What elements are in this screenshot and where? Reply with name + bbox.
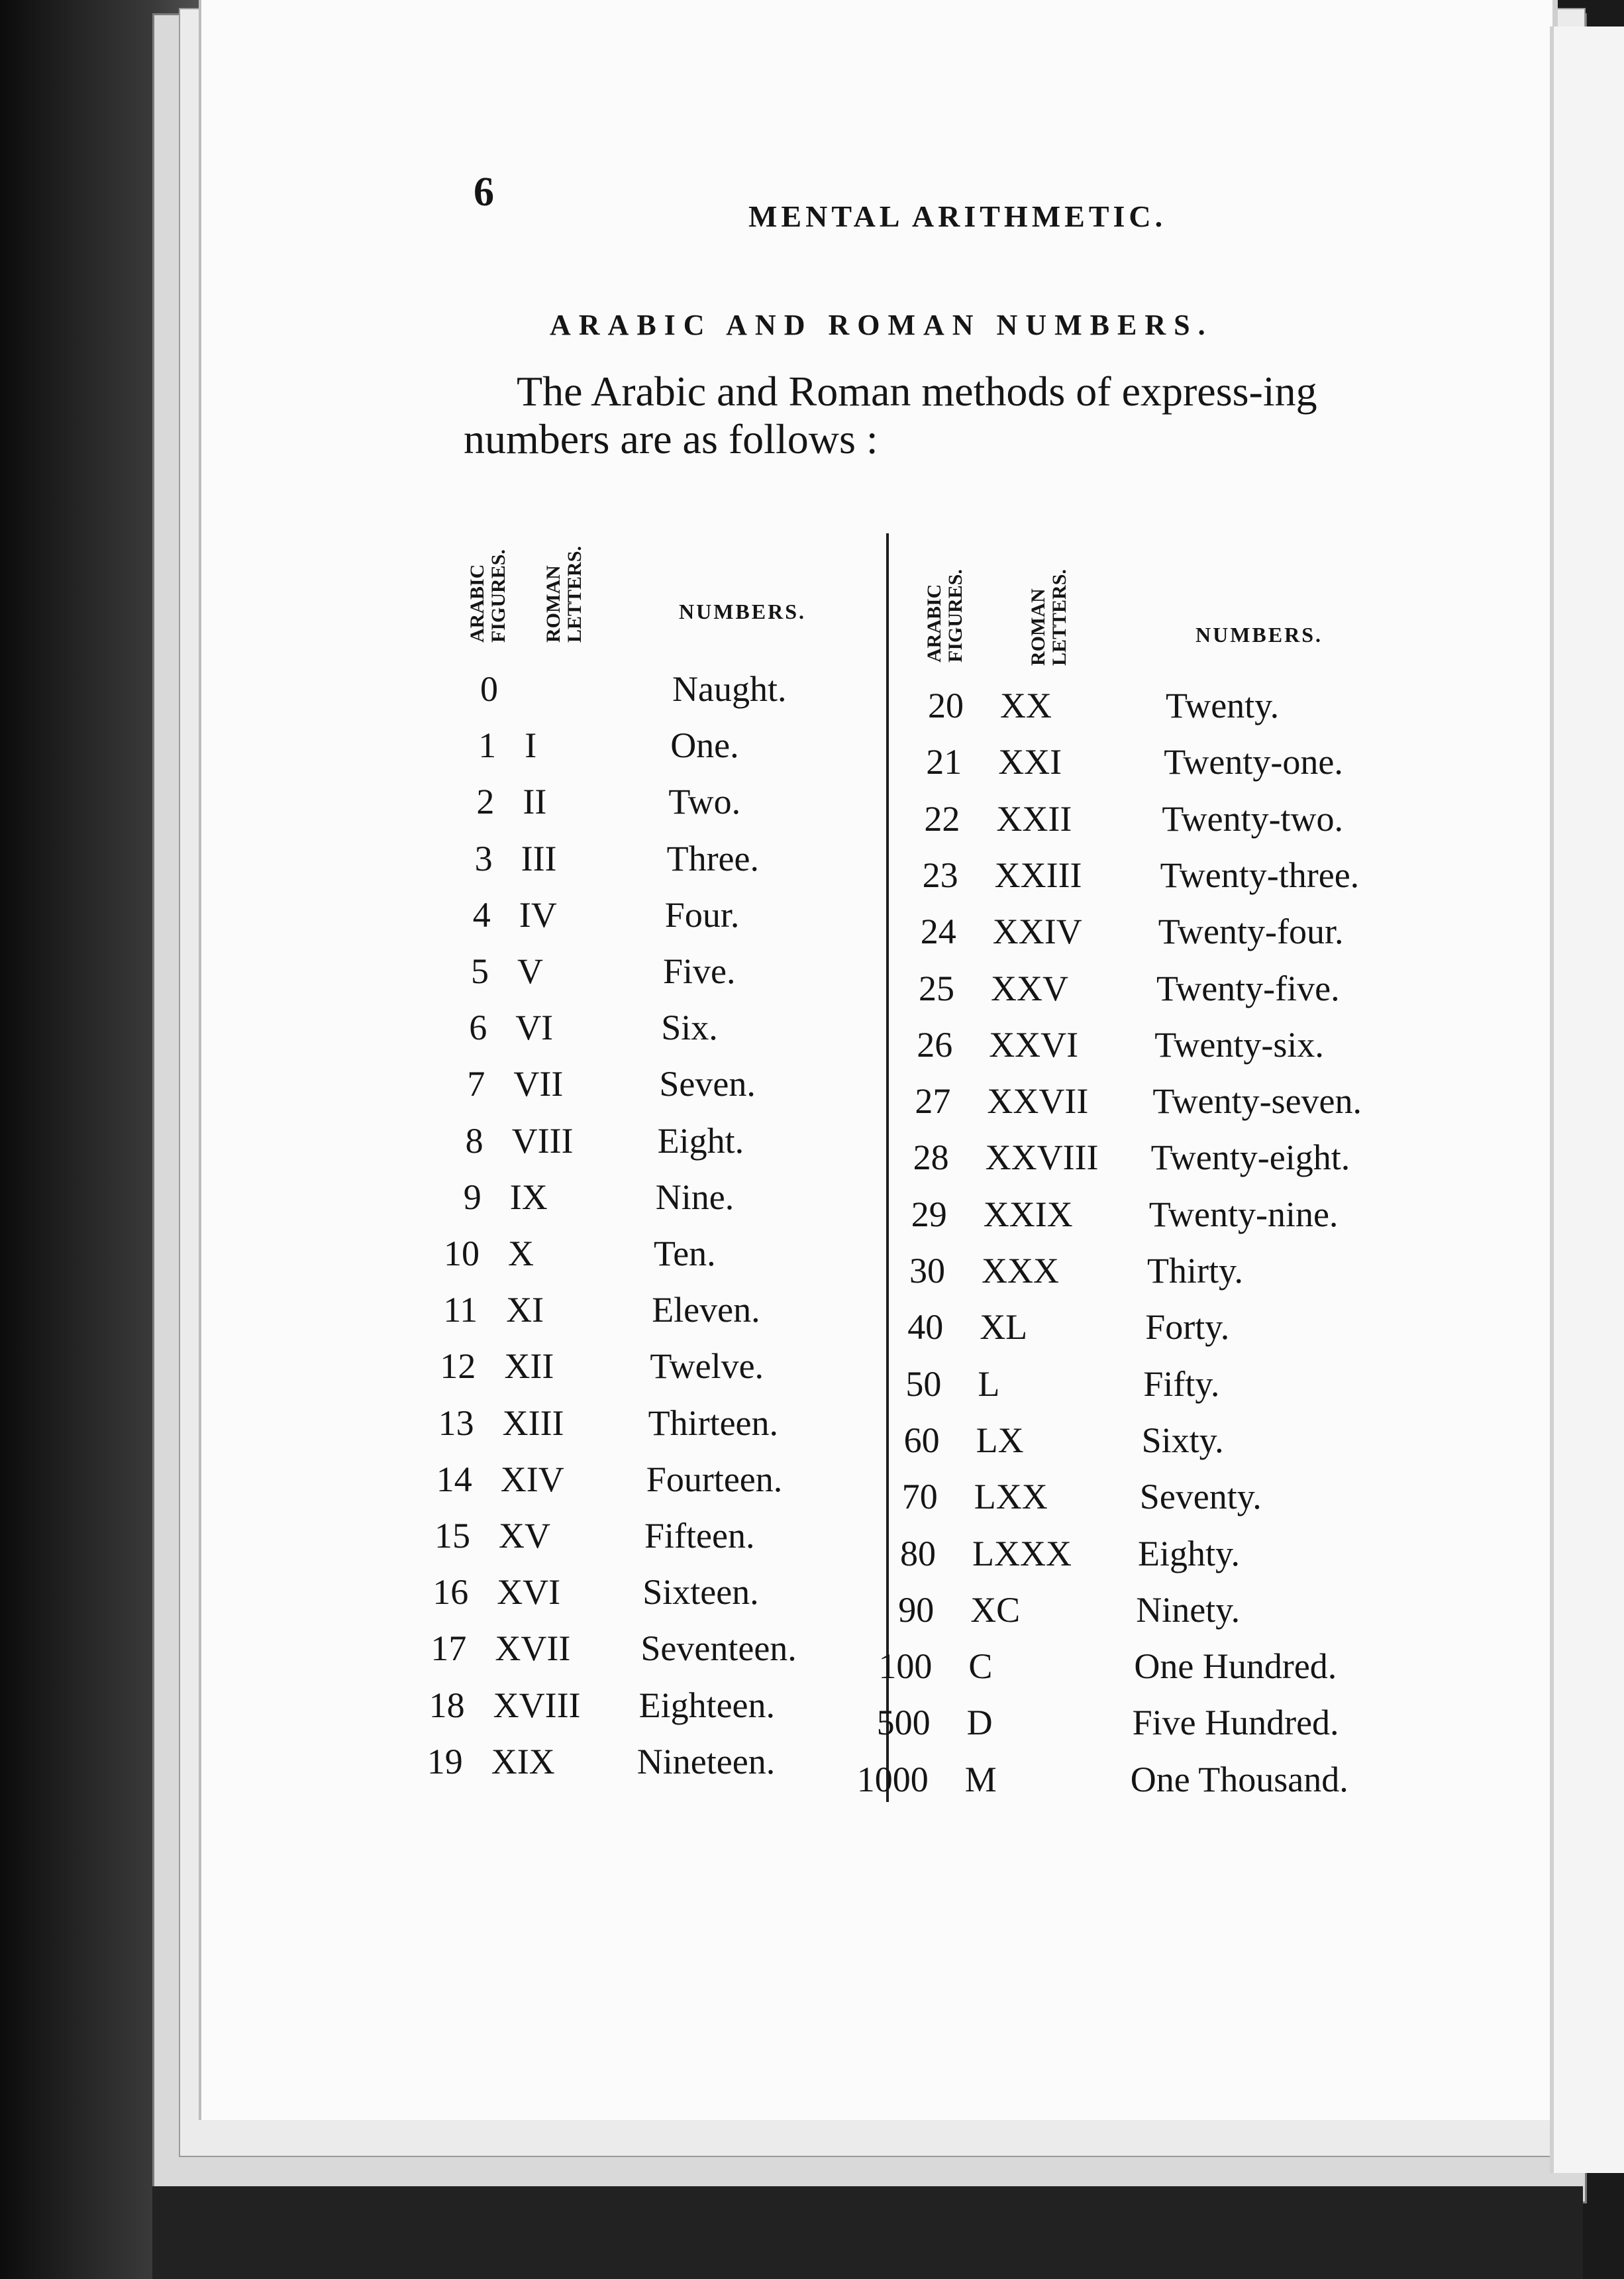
number-word: Naught. [672, 669, 787, 709]
table-row-right [0, 1583, 1624, 1636]
roman-letters: XVI [497, 1572, 561, 1613]
number-word: Twenty-four. [1158, 912, 1344, 952]
arabic-figure: 5 [471, 951, 489, 991]
roman-letters: XXII [996, 798, 1072, 839]
number-word: One Thousand. [1130, 1759, 1348, 1799]
roman-letters: IX [509, 1177, 548, 1217]
number-word: Seventy. [1139, 1477, 1262, 1517]
roman-letters: VIII [511, 1120, 574, 1161]
header-arabic-figures-left: ARABIC FIGURES. [466, 549, 509, 643]
roman-letters: IV [519, 894, 557, 935]
roman-letters: C [968, 1646, 993, 1687]
table-row-right [0, 1357, 1624, 1410]
roman-letters: XL [980, 1307, 1028, 1348]
page-number: 6 [474, 170, 494, 215]
arabic-figure: 13 [438, 1403, 474, 1443]
number-word: Twenty-five. [1156, 968, 1340, 1008]
roman-letters: XIV [500, 1459, 564, 1499]
number-word: Sixteen. [642, 1572, 759, 1613]
number-word: Two. [668, 782, 741, 822]
arabic-figure: 60 [903, 1420, 940, 1460]
number-word: One Hundred. [1134, 1646, 1337, 1687]
number-word: Fifteen. [644, 1516, 755, 1556]
number-word: Twenty-seven. [1152, 1081, 1362, 1122]
number-word: Three. [666, 838, 759, 878]
table-row-right [0, 849, 1624, 902]
section-title: ARABIC AND ROMAN NUMBERS. [550, 309, 1213, 341]
table-row-right [0, 1696, 1624, 1749]
table-row-right [0, 1244, 1624, 1297]
table-row-right [0, 1188, 1624, 1241]
table-row-right [0, 962, 1624, 1015]
number-word: Twenty-nine. [1148, 1194, 1339, 1234]
roman-letters: XIX [491, 1741, 555, 1781]
roman-letters: D [966, 1703, 993, 1743]
table-row-right [0, 1640, 1624, 1693]
number-word: One. [670, 725, 739, 766]
roman-letters: L [978, 1363, 1000, 1404]
arabic-figure: 11 [443, 1290, 478, 1330]
roman-letters: XVIII [493, 1685, 581, 1725]
number-word: Twenty-three. [1160, 855, 1360, 895]
roman-letters: M [964, 1759, 997, 1799]
header-roman-letters-left: ROMAN LETTERS. [542, 546, 585, 643]
number-word: Twenty-six. [1154, 1024, 1324, 1065]
number-word: Eight. [657, 1120, 744, 1161]
number-word: Nine. [655, 1177, 735, 1217]
header-numbers-right: NUMBERS. [1195, 623, 1323, 647]
roman-letters: XII [504, 1346, 554, 1387]
roman-letters: XXV [991, 968, 1068, 1008]
arabic-figure: 15 [434, 1516, 470, 1556]
table-row-right [0, 1075, 1624, 1128]
number-word: Ninety. [1136, 1589, 1241, 1630]
arabic-figure: 20 [928, 686, 964, 725]
number-word: Fourteen. [646, 1459, 783, 1499]
table-row-right [0, 735, 1624, 788]
header-roman-letters-right: ROMAN LETTERS. [1027, 569, 1070, 666]
arabic-figure: 70 [901, 1477, 938, 1517]
arabic-figure: 26 [917, 1024, 953, 1065]
number-word: Twenty-two. [1162, 798, 1344, 839]
arabic-figure: 0 [480, 669, 498, 709]
arabic-figure: 6 [469, 1008, 487, 1048]
roman-letters: XXVII [987, 1081, 1089, 1122]
arabic-figure: 27 [915, 1081, 951, 1122]
number-word: Thirty. [1147, 1251, 1243, 1291]
number-word: Sixty. [1141, 1420, 1224, 1460]
arabic-figure: 18 [429, 1685, 465, 1725]
roman-letters: XI [506, 1290, 544, 1330]
table-row-right [0, 792, 1624, 845]
roman-letters: XXIX [983, 1194, 1073, 1234]
table-row-right [0, 1470, 1624, 1523]
roman-letters: XXVI [989, 1024, 1079, 1065]
number-word: Nineteen. [636, 1741, 776, 1781]
roman-letters: XX [1000, 686, 1052, 725]
number-word: Seventeen. [640, 1628, 797, 1669]
number-word: Twenty-one. [1164, 742, 1343, 782]
roman-letters: XV [499, 1516, 550, 1556]
arabic-figure: 50 [905, 1363, 942, 1404]
number-word: Ten. [654, 1234, 716, 1273]
arabic-figure: 25 [919, 968, 954, 1008]
arabic-figure: 17 [431, 1628, 467, 1669]
arabic-figure: 14 [436, 1459, 472, 1499]
number-word: Eighteen. [638, 1685, 776, 1725]
arabic-figure: 1000 [856, 1759, 929, 1799]
header-numbers-left: NUMBERS. [679, 600, 807, 623]
table-row-right [0, 1018, 1624, 1071]
roman-letters: LXXX [972, 1533, 1072, 1573]
roman-letters: VII [513, 1064, 564, 1104]
number-word: Seven. [659, 1064, 756, 1104]
arabic-figure: 8 [465, 1120, 483, 1161]
roman-letters: LX [976, 1420, 1024, 1460]
arabic-figure: 28 [913, 1138, 949, 1178]
arabic-figure: 100 [878, 1646, 933, 1687]
arabic-figure: 29 [911, 1194, 947, 1234]
roman-letters: XXX [982, 1251, 1059, 1291]
arabic-figure: 16 [432, 1572, 469, 1613]
arabic-figure: 24 [920, 912, 956, 952]
number-word: Twelve. [650, 1346, 764, 1387]
arabic-figure: 40 [907, 1307, 944, 1348]
arabic-figure: 7 [467, 1064, 485, 1104]
number-word: Five Hundred. [1132, 1703, 1339, 1743]
number-word: Twenty-eight. [1150, 1138, 1350, 1178]
roman-letters: XXVIII [985, 1138, 1099, 1178]
number-word: Five. [663, 951, 736, 991]
arabic-figure: 80 [900, 1533, 936, 1573]
table-row-right [0, 1527, 1624, 1580]
roman-letters: XIII [502, 1403, 564, 1443]
number-word: Thirteen. [648, 1403, 779, 1443]
arabic-figure: 500 [876, 1703, 931, 1743]
roman-letters: LXX [974, 1477, 1048, 1517]
running-head: MENTAL ARITHMETIC. [748, 199, 1167, 233]
arabic-figure: 10 [444, 1234, 480, 1273]
table-row-right [0, 1131, 1624, 1184]
table-row-right [0, 905, 1624, 958]
number-word: Fifty. [1143, 1363, 1220, 1404]
arabic-figure: 30 [909, 1251, 945, 1291]
arabic-figure: 22 [924, 798, 960, 839]
arabic-figure: 9 [463, 1177, 482, 1217]
arabic-figure: 1 [478, 725, 497, 766]
arabic-figure: 3 [474, 838, 493, 878]
table-row-right [0, 1753, 1624, 1806]
roman-letters: XXIII [994, 855, 1082, 895]
arabic-figure: 23 [922, 855, 958, 895]
roman-letters: XVII [495, 1628, 571, 1669]
number-word: Four. [664, 894, 740, 935]
arabic-figure: 21 [926, 742, 962, 782]
roman-letters: III [521, 838, 557, 878]
arabic-figure: 19 [427, 1741, 463, 1781]
roman-letters: XXIV [992, 912, 1082, 952]
bottom-shadow [152, 2186, 1583, 2279]
arabic-figure: 2 [476, 782, 495, 822]
number-word: Twenty. [1166, 686, 1280, 725]
header-arabic-figures-right: ARABIC FIGURES. [923, 569, 966, 662]
roman-letters: V [517, 951, 543, 991]
roman-letters: VI [515, 1008, 554, 1048]
table-row-right [0, 679, 1624, 732]
roman-letters: X [508, 1234, 534, 1273]
roman-letters: I [525, 725, 537, 766]
number-word: Six. [661, 1008, 718, 1048]
arabic-figure: 90 [898, 1589, 935, 1630]
table-row-right [0, 1300, 1624, 1353]
arabic-figure: 4 [472, 894, 491, 935]
table-row-right [0, 1414, 1624, 1467]
roman-letters: XXI [998, 742, 1062, 782]
arabic-figure: 12 [440, 1346, 476, 1387]
number-word: Eighty. [1138, 1533, 1240, 1573]
roman-letters: XC [970, 1589, 1021, 1630]
number-word: Eleven. [652, 1290, 760, 1330]
intro-paragraph: The Arabic and Roman methods of express-ing numbers are as follows : [464, 368, 1317, 462]
number-word: Forty. [1145, 1307, 1230, 1348]
roman-letters: II [523, 782, 547, 822]
